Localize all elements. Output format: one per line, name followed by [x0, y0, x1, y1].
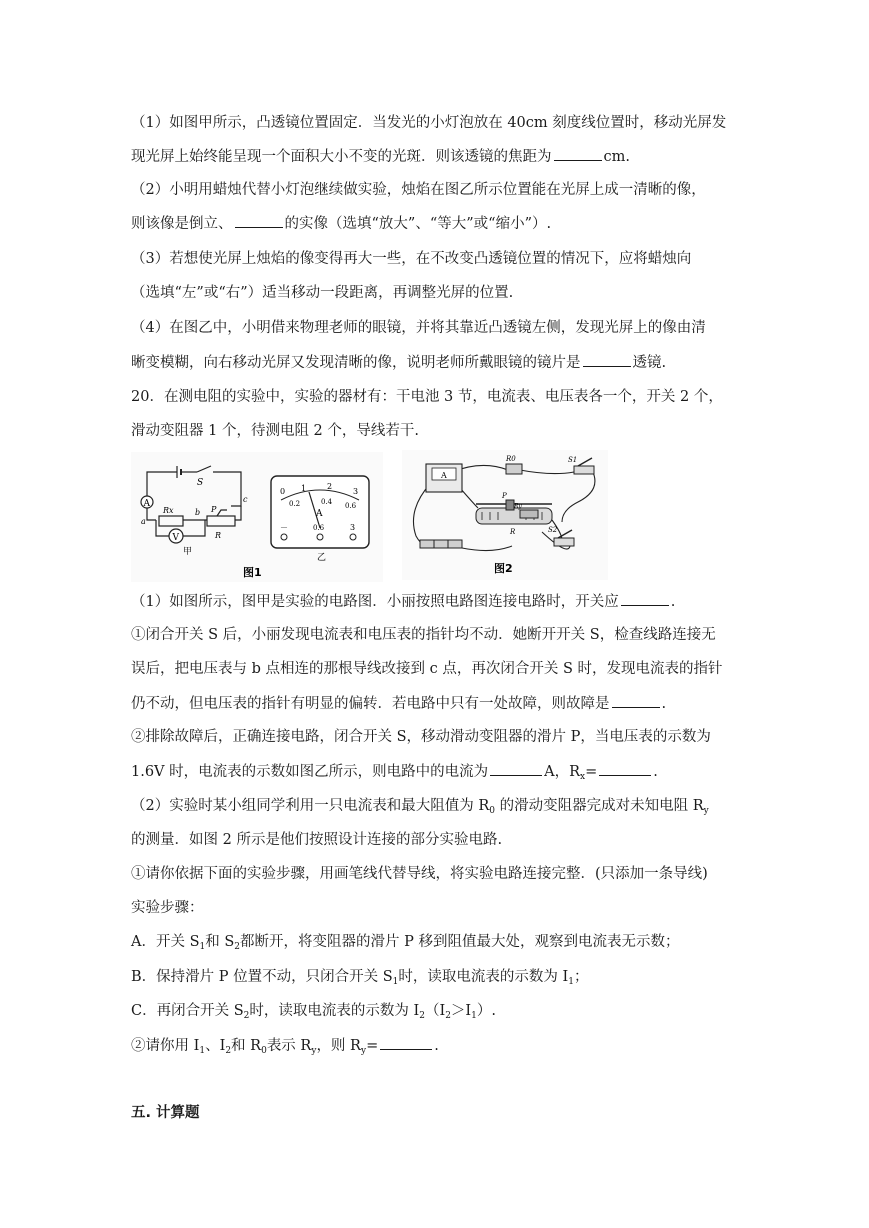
dial-tick-label: 1 — [301, 484, 307, 493]
dial-tick-label: 0 — [280, 487, 286, 496]
step-b: B．保持滑片 P 位置不动，只闭合开关 $S_1$时，读取电流表的示数为 $I_1$； — [131, 969, 589, 987]
q20-part1-c2-line2: 1.6V 时，电流表的示数如图乙所示，则电路中的电流为 A，$R_x=$ . — [131, 761, 741, 782]
q20-intro-line1: 20．在测电阻的实验中，实验的器材有：干电池 3 节，电流表、电压表各一个，开关 2 个， — [131, 389, 723, 405]
answer-blank — [583, 352, 631, 367]
s1-label: S1 — [568, 456, 578, 464]
ammeter-device-label: A — [441, 471, 447, 480]
figure-yi-label: 乙 — [317, 553, 327, 563]
q20-part2-line1: （2）实验时某小组同学利用一只电流表和最大阻值为 $R_0$ 的滑动变阻器完成对未知电阻 $R_y$ — [131, 798, 709, 816]
slider-label: P — [211, 505, 217, 514]
answer-blank — [554, 146, 602, 161]
section-title: 五. 计算题 — [131, 1105, 200, 1121]
resistor-r0 — [506, 464, 522, 474]
terminal-label: 3 — [350, 523, 356, 532]
battery-pack — [420, 540, 462, 548]
answer-blank — [621, 591, 669, 606]
terminal-label: 0.6 — [313, 524, 325, 532]
dial-tick-label: 0.4 — [321, 498, 333, 506]
switch-label: S — [197, 478, 204, 488]
point-c-label: c — [243, 495, 248, 504]
q20-part2-line2: 的测量．如图 2 所示是他们按照设计连接的部分实验电路. — [131, 832, 503, 848]
voltmeter-label: V — [172, 533, 179, 543]
figure-2-caption: 图2 — [494, 562, 513, 575]
s2-label: S2 — [548, 526, 558, 534]
dial-tick-label: 0.6 — [345, 502, 357, 510]
ammeter-label: A — [143, 499, 150, 509]
q19-part3-line2: （选填“左”或“右”）适当移动一段距离，再调整光屏的位置. — [131, 285, 514, 301]
q19-part4-line1: （4）在图乙中，小明借来物理老师的眼镜，并将其靠近凸透镜左侧，发现光屏上的像由清 — [131, 320, 706, 336]
dial-tick-label: 0.2 — [289, 500, 301, 508]
rx-label: Rx — [163, 506, 174, 515]
r0-label: R0 — [506, 455, 516, 463]
q20-part1-c1-line1: ①闭合开关 S 后，小丽发现电流表和电压表的指针均不动．她断开开关 S，检查线路连接无 — [131, 627, 716, 643]
rheostat-label: R — [510, 528, 516, 536]
rheostat-slider-label: P — [502, 492, 507, 500]
answer-blank — [235, 213, 283, 228]
figure-1 — [131, 452, 383, 586]
dial-tick-label: 2 — [327, 482, 333, 491]
steps-label: 实验步骤： — [131, 900, 204, 916]
answer-blank — [599, 761, 651, 776]
figure-jia-label: 甲 — [183, 547, 193, 557]
ry-label: Ry — [514, 503, 522, 510]
figure-1-caption: 图1 — [243, 566, 262, 579]
dial-tick-label: 3 — [353, 487, 359, 496]
step-c: C．再闭合开关 $S_2$时，读取电流表的示数为 $I_2(I_2>I_1)$. — [131, 1003, 496, 1021]
q20-part1-c2-line1: ②排除故障后，正确连接电路，闭合开关 S，移动滑动变阻器的滑片 P，当电压表的示数为 — [131, 729, 711, 745]
q20-part1-c1-line3: 仍不动，但电压表的指针有明显的偏转．若电路中只有一处故障，则故障是 . — [131, 693, 741, 714]
figure-2 — [402, 450, 608, 584]
resistor-ry — [520, 510, 538, 518]
q19-part1-line1: （1）如图甲所示，凸透镜位置固定．当发光的小灯泡放在 40cm 刻度线位置时，移动光屏发 — [131, 115, 727, 131]
point-b-label: b — [195, 508, 201, 517]
answer-blank — [490, 761, 542, 776]
terminal-label: － — [280, 523, 288, 532]
q19-part2-line1: （2）小明用蜡烛代替小灯泡继续做实验，烛焰在图乙所示位置能在光屏上成一清晰的像， — [131, 182, 706, 198]
q19-part4-line2: 晰变模糊，向右移动光屏又发现清晰的像，说明老师所戴眼镜的镜片是 透镜. — [131, 352, 741, 373]
point-a-label: a — [141, 517, 146, 526]
step-a: A．开关 $S_1$和 $S_2$都断开，将变阻器的滑片 P 移到阻值最大处，观察到电流表无示数； — [131, 934, 680, 952]
rheostat-label: R — [215, 531, 222, 540]
q19-part3-line1: （3）若想使光屏上烛焰的像变得再大一些，在不改变凸透镜位置的情况下，应将蜡烛向 — [131, 251, 692, 267]
q19-part1-line2: 现光屏上始终能呈现一个面积大小不变的光斑．则该透镜的焦距为 cm. — [131, 146, 741, 167]
answer-blank — [612, 693, 660, 708]
dial-unit-label: A — [316, 509, 323, 519]
q20-part1-line1: （1）如图所示，图甲是实验的电路图．小丽按照电路图连接电路时，开关应 . — [131, 591, 741, 612]
answer-blank — [380, 1035, 432, 1050]
q20-part1-c1-line2: 误后，把电压表与 b 点相连的那根导线改接到 c 点，再次闭合开关 S 时，发现电流表的指针 — [131, 661, 723, 677]
q20-intro-line2: 滑动变阻器 1 个，待测电阻 2 个，导线若干. — [131, 423, 419, 439]
q19-part2-line2: 则该像是倒立、 的实像（选填“放大”、“等大”或“缩小”）. — [131, 213, 741, 234]
q20-part2-c2: ②请你用 $I_1$、$I_2$和 $R_0$表示 $R_y$，则 $R_y=$ . — [131, 1035, 741, 1056]
q20-part2-c1: ①请你依据下面的实验步骤，用画笔线代替导线，将实验电路连接完整．(只添加一条导线) — [131, 866, 708, 882]
